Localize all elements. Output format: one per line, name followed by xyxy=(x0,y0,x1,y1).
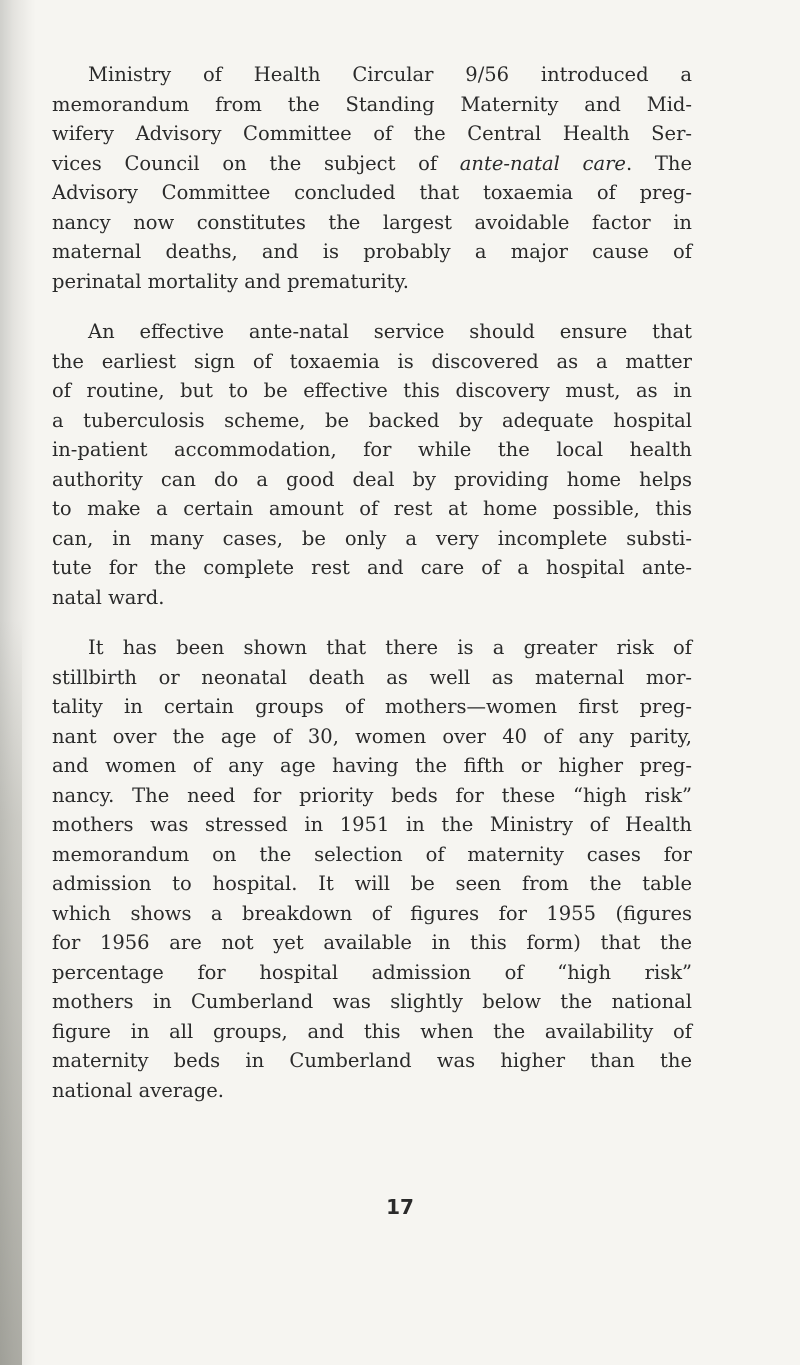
text-line: which shows a breakdown of figures for 1955 (figures xyxy=(52,901,692,925)
text-segment: . The xyxy=(625,151,692,175)
text-line: wifery Advisory Committee of the Central Health Ser- xyxy=(52,122,692,145)
text-line: An effective ante-natal service should ensure that xyxy=(88,320,692,343)
text-line: to make a certain amount of rest at home possible, this xyxy=(52,497,692,520)
text-line: and women of any age having the fifth or higher preg- xyxy=(52,754,692,777)
text-line: maternity beds in Cumberland was higher than the xyxy=(52,1049,692,1072)
text-line: nancy now constitutes the largest avoidable factor in xyxy=(52,210,692,234)
paragraph-high-risk-mothers xyxy=(52,633,692,1105)
text-line: natal ward. xyxy=(52,585,165,609)
text-line: tality in certain groups of mothers—women first preg- xyxy=(52,695,692,718)
text-line: perinatal mortality and prematurity. xyxy=(52,269,409,293)
text-line: Ministry of Health Circular 9/56 introduced a xyxy=(88,63,692,86)
text-line: nant over the age of 30, women over 40 of any parity, xyxy=(52,724,692,748)
text-line: in-patient accommodation, for while the local health xyxy=(52,438,692,461)
text-line-with-italic xyxy=(52,149,692,179)
text-line: can, in many cases, be only a very incomplete substi- xyxy=(52,526,692,550)
text-line: a tuberculosis scheme, be backed by adequate hospital xyxy=(52,408,692,432)
text-line: Advisory Committee concluded that toxaemia of preg- xyxy=(52,181,692,204)
text-line: mothers in Cumberland was slightly below the national xyxy=(52,990,692,1013)
text-line: figure in all groups, and this when the availability of xyxy=(52,1019,692,1043)
text-line: memorandum on the selection of maternity cases for xyxy=(52,842,692,866)
text-segment: vices Council on the subject of xyxy=(52,151,460,175)
text-line: memorandum from the Standing Maternity and Mid- xyxy=(52,92,692,116)
document-body xyxy=(52,60,692,1126)
text-line: percentage for hospital admission of “high risk” xyxy=(52,960,692,984)
text-line: national average. xyxy=(52,1078,224,1102)
page-binding-shadow xyxy=(0,620,22,1365)
page-number: 17 xyxy=(386,1195,414,1219)
text-line: maternal deaths, and is probably a major cause of xyxy=(52,240,692,263)
text-line: admission to hospital. It will be seen from the table xyxy=(52,872,692,895)
text-line: authority can do a good deal by providing home helps xyxy=(52,467,692,491)
text-line: It has been shown that there is a greater risk of xyxy=(88,636,692,659)
text-line: nancy. The need for priority beds for these “high risk” xyxy=(52,783,692,807)
text-line: the earliest sign of toxaemia is discovered as a matter xyxy=(52,349,692,373)
paragraph-ante-natal-service xyxy=(52,317,692,612)
text-line: of routine, but to be effective this discovery must, as in xyxy=(52,379,692,402)
paragraph-ministry-circular xyxy=(52,60,692,296)
italic-term-ante-natal-care: ante-natal care xyxy=(459,151,626,175)
text-line: mothers was stressed in 1951 in the Ministry of Health xyxy=(52,813,692,836)
text-line: for 1956 are not yet available in this form) that the xyxy=(52,931,692,954)
text-line: tute for the complete rest and care of a hospital ante- xyxy=(52,556,692,579)
text-line: stillbirth or neonatal death as well as maternal mor- xyxy=(52,665,692,689)
